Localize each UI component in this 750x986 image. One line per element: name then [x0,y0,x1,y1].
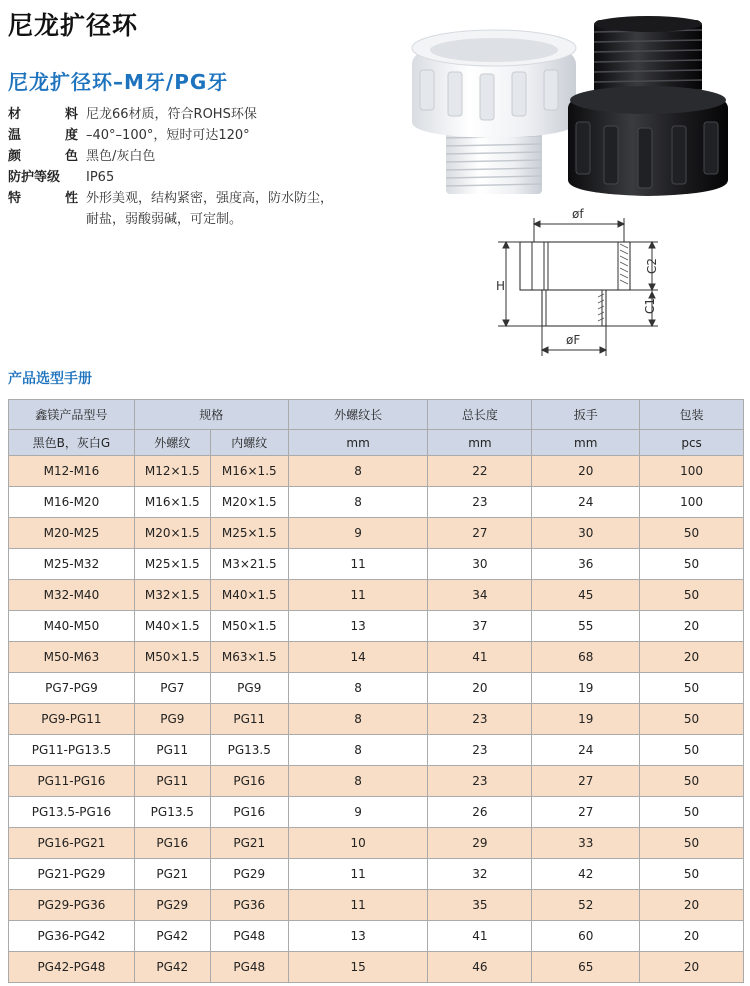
table-cell: 50 [640,797,744,828]
table-cell: 9 [288,797,428,828]
spec-row-material [8,104,333,125]
table-cell: 20 [640,952,744,983]
table-cell: 20 [640,890,744,921]
table-cell: 20 [640,611,744,642]
table-cell: M50×1.5 [210,611,288,642]
table-cell: PG48 [210,952,288,983]
table-cell: PG9-PG11 [9,704,135,735]
table-cell: 26 [428,797,532,828]
spec-label: 防护等级 [8,170,61,185]
table-cell: PG9 [210,673,288,704]
table-cell: 45 [532,580,640,611]
table-row [9,673,744,704]
page-title: 尼龙扩径环 [8,11,139,40]
header-cell: 扳手 [532,400,640,430]
subheader-cell: mm [532,430,640,456]
c2-label: C2 [645,257,659,274]
subheader-cell: 外螺纹 [134,430,210,456]
table-cell: PG9 [134,704,210,735]
spec-label [8,209,86,230]
table-cell: 19 [532,704,640,735]
table-cell: 27 [532,797,640,828]
table-cell: 29 [428,828,532,859]
table-row [9,766,744,797]
table-cell: 20 [640,921,744,952]
spec-label: 材料 [8,107,78,122]
table-row [9,580,744,611]
table-cell: M16-M20 [9,487,135,518]
table-cell: 8 [288,735,428,766]
white-reducer-icon [412,30,576,194]
table-row [9,611,744,642]
table-cell: PG29 [210,859,288,890]
table-cell: 11 [288,859,428,890]
table-cell: 20 [428,673,532,704]
table-cell: 50 [640,766,744,797]
table-row [9,456,744,487]
height-label: H [496,279,506,293]
table-cell: M20-M25 [9,518,135,549]
table-cell: 41 [428,921,532,952]
table-row [9,642,744,673]
table-cell: PG42 [134,952,210,983]
table-cell: PG42-PG48 [9,952,135,983]
table-cell: M16×1.5 [210,456,288,487]
header-cell: 包装 [640,400,744,430]
table-cell: PG13.5-PG16 [9,797,135,828]
table-cell: 22 [428,456,532,487]
table-cell: PG29 [134,890,210,921]
header-cell: 外螺纹长 [288,400,428,430]
table-cell: PG29-PG36 [9,890,135,921]
spec-row-protection [8,167,333,188]
table-cell: 36 [532,549,640,580]
table-cell: M40×1.5 [210,580,288,611]
table-cell: M32-M40 [9,580,135,611]
spec-value: –40°–100°，短时可达120° [86,128,250,143]
spec-row-temperature [8,125,333,146]
table-cell: M20×1.5 [134,518,210,549]
table-cell: 15 [288,952,428,983]
black-reducer-icon [568,16,728,196]
table-cell: M3×21.5 [210,549,288,580]
table-cell: M25×1.5 [134,549,210,580]
table-cell: 100 [640,456,744,487]
product-photo [398,12,742,198]
table-cell: 60 [532,921,640,952]
table-cell: 50 [640,518,744,549]
table-cell: PG16 [134,828,210,859]
table-cell: PG7-PG9 [9,673,135,704]
table-cell: M25×1.5 [210,518,288,549]
table-cell: M50-M63 [9,642,135,673]
table-cell: PG16-PG21 [9,828,135,859]
table-cell: 20 [532,456,640,487]
header-cell: 总长度 [428,400,532,430]
table-cell: 41 [428,642,532,673]
table-cell: PG13.5 [134,797,210,828]
table-cell: PG36 [210,890,288,921]
diameter-f-label: øf [572,207,584,221]
selection-manual-title: 产品选型手册 [8,371,92,387]
table-cell: M20×1.5 [210,487,288,518]
table-cell: 13 [288,921,428,952]
spec-row-features-cont [8,209,333,230]
table-row [9,487,744,518]
table-cell: 27 [532,766,640,797]
table-cell: 35 [428,890,532,921]
table-cell: 46 [428,952,532,983]
table-cell: 50 [640,549,744,580]
table-cell: 8 [288,704,428,735]
table-row [9,797,744,828]
table-row [9,952,744,983]
subheader-cell: 黑色B，灰白G [9,430,135,456]
table-row [9,921,744,952]
spec-row-features [8,188,333,209]
table-cell: 37 [428,611,532,642]
header-cell: 规格 [134,400,288,430]
table-cell: 23 [428,766,532,797]
table-cell: M12×1.5 [134,456,210,487]
table-cell: 24 [532,735,640,766]
c1-label: C1 [643,297,657,314]
table-cell: 33 [532,828,640,859]
table-cell: 23 [428,704,532,735]
dimension-diagram [492,206,672,366]
table-cell: PG11-PG16 [9,766,135,797]
table-cell: 11 [288,549,428,580]
spec-value: 黑色/灰白色 [86,149,156,164]
header-cell: 鑫镁产品型号 [9,400,135,430]
table-cell: 19 [532,673,640,704]
table-cell: 24 [532,487,640,518]
spec-label: 特性 [8,191,78,206]
table-cell: 13 [288,611,428,642]
table-cell: 11 [288,890,428,921]
spec-label: 颜色 [8,149,78,164]
table-cell: 42 [532,859,640,890]
subheader-cell: mm [288,430,428,456]
table-cell: 50 [640,704,744,735]
spec-value: 尼龙66材质，符合ROHS环保 [86,107,257,122]
table-cell: PG11 [134,735,210,766]
table-cell: 32 [428,859,532,890]
table-row [9,828,744,859]
table-cell: PG16 [210,766,288,797]
spec-value: 外形美观，结构紧密，强度高，防水防尘， [86,191,334,206]
table-cell: 27 [428,518,532,549]
table-cell: M50×1.5 [134,642,210,673]
subheader-cell: mm [428,430,532,456]
table-row [9,735,744,766]
table-cell: 50 [640,859,744,890]
table-cell: 50 [640,673,744,704]
table-cell: PG21 [210,828,288,859]
table-cell: 20 [640,642,744,673]
table-cell: PG21 [134,859,210,890]
spec-list [8,104,333,230]
table-cell: PG48 [210,921,288,952]
table-cell: PG11 [134,766,210,797]
table-cell: M40-M50 [9,611,135,642]
spec-label: 温度 [8,128,78,143]
table-row [9,859,744,890]
subheader-cell: pcs [640,430,744,456]
table-cell: PG36-PG42 [9,921,135,952]
table-cell: PG11 [210,704,288,735]
table-cell: 8 [288,673,428,704]
product-subtitle: 尼龙扩径环–M牙/PG牙 [8,70,229,94]
table-cell: M63×1.5 [210,642,288,673]
table-cell: PG42 [134,921,210,952]
table-cell: M40×1.5 [134,611,210,642]
table-cell: 23 [428,735,532,766]
spec-row-color [8,146,333,167]
table-subheader-row [9,430,744,456]
table-row [9,549,744,580]
table-cell: 52 [532,890,640,921]
table-cell: PG13.5 [210,735,288,766]
table-cell: 55 [532,611,640,642]
subheader-cell: 内螺纹 [210,430,288,456]
table-row [9,518,744,549]
table-cell: PG7 [134,673,210,704]
table-cell: 50 [640,828,744,859]
table-cell: 8 [288,456,428,487]
table-cell: 34 [428,580,532,611]
table-cell: M32×1.5 [134,580,210,611]
table-cell: M25-M32 [9,549,135,580]
diameter-F-label: øF [566,333,581,347]
table-header-row [9,400,744,430]
spec-value: 耐盐，弱酸弱碱，可定制。 [86,212,243,227]
spec-value: IP65 [86,170,115,185]
table-cell: 11 [288,580,428,611]
table-cell: 30 [532,518,640,549]
table-cell: 14 [288,642,428,673]
table-cell: M12-M16 [9,456,135,487]
table-cell: 50 [640,735,744,766]
table-cell: 100 [640,487,744,518]
table-cell: PG21-PG29 [9,859,135,890]
table-cell: 68 [532,642,640,673]
table-cell: 23 [428,487,532,518]
table-cell: 10 [288,828,428,859]
table-row [9,704,744,735]
table-row [9,890,744,921]
table-cell: 50 [640,580,744,611]
table-cell: 30 [428,549,532,580]
selection-table [8,399,744,983]
table-cell: 8 [288,487,428,518]
table-cell: PG16 [210,797,288,828]
table-cell: PG11-PG13.5 [9,735,135,766]
table-cell: 9 [288,518,428,549]
table-cell: M16×1.5 [134,487,210,518]
table-cell: 65 [532,952,640,983]
table-cell: 8 [288,766,428,797]
